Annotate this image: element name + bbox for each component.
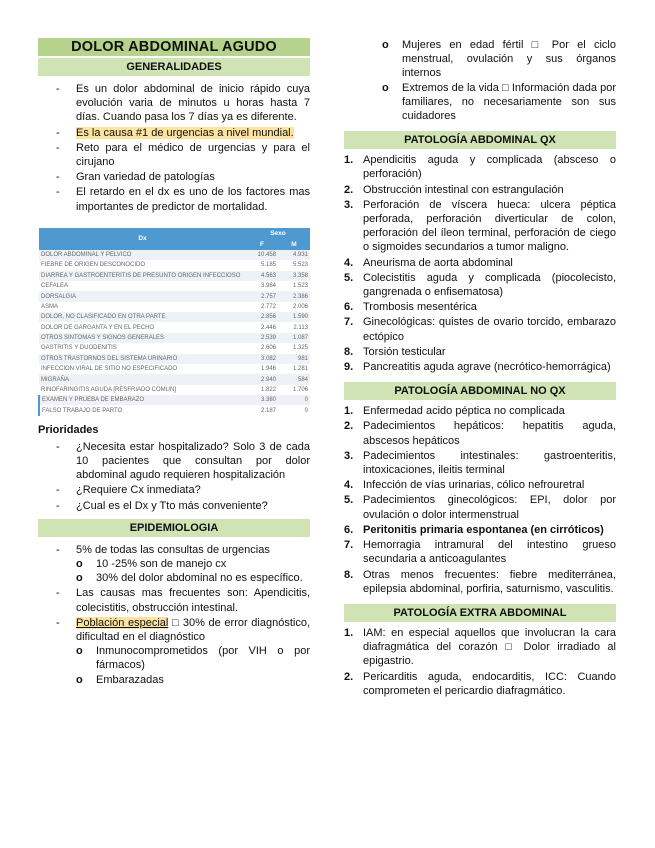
highlighted-text: Población especial <box>76 616 169 629</box>
table-cell-f: 2.757 <box>246 291 278 301</box>
list-item <box>344 478 616 492</box>
table-cell-m: 2.113 <box>293 324 308 331</box>
table-cell-m: 1.523 <box>292 283 308 290</box>
table-cell-f: 2.187 <box>260 407 276 414</box>
table-cell-f: 5.185 <box>260 262 276 269</box>
list-item-text: Trombosis mesentérica <box>363 301 477 314</box>
list-item <box>38 126 310 140</box>
epidemiologia-list <box>38 543 310 687</box>
right-column <box>344 38 616 699</box>
list-number: 4. <box>344 479 354 492</box>
list-item <box>344 153 616 181</box>
table-cell-dx: EXAMEN Y PRUEBA DE EMBARAZO <box>39 395 246 405</box>
table-cell-f: 1.822 <box>260 386 276 393</box>
sub-list-item: o 10 -25% son de manejo cx <box>76 557 310 571</box>
list-number: 2. <box>344 183 354 196</box>
table-cell-dx: OTROS SINTOMAS Y SIGNOS GENERALES <box>39 333 246 343</box>
list-item: - ¿Necesita estar hospitalizado? Solo 3 de cada 10 pacientes que consultan por dolor abdominal agudo requieren hospitalización <box>38 440 310 483</box>
table-cell-f: 2.606 <box>260 345 276 352</box>
list-item <box>344 183 616 197</box>
list-item <box>344 345 616 359</box>
prioridades-list <box>38 440 310 513</box>
list-item-text: Apendicitis aguda y complicada (absceso o perforación) <box>363 154 616 181</box>
table-row <box>39 322 310 332</box>
table-row <box>39 260 310 270</box>
list-item-text: Torsión testicular <box>363 345 446 358</box>
table-row <box>39 312 310 322</box>
list-number: 3. <box>344 198 354 211</box>
list-item <box>344 523 616 537</box>
list-number: 5. <box>344 494 354 507</box>
table-cell-m: 2.006 <box>292 303 308 310</box>
table-cell-dx: MIGRAÑA <box>39 374 246 384</box>
table-cell-dx: OTROS TRASTORNOS DEL SISTEMA URINARIO <box>39 354 246 364</box>
list-number: 6. <box>344 301 354 314</box>
list-item-text: Otras menos frecuentes: fiebre mediterránea, epilepsia abdominal, porfiria, saturnismo, vasculitis. <box>363 568 616 595</box>
section-extra-heading: PATOLOGÍA EXTRA ABDOMINAL <box>344 604 616 622</box>
sub-list-item: o Embarazadas <box>76 673 310 687</box>
table-header-f: F <box>246 239 278 250</box>
list-item: - El retardo en el dx es uno de los factores mas importantes de predictor de mortalidad. <box>38 185 310 213</box>
list-item <box>344 626 616 669</box>
table-body <box>39 250 310 416</box>
list-item-text: Ginecológicas: quistes de ovario torcido, embarazo ectópico <box>363 316 616 343</box>
table-cell-m: 0 <box>304 407 308 414</box>
list-item <box>344 271 616 299</box>
table-cell-f: 2.446 <box>260 324 276 331</box>
list-number: 7. <box>344 316 354 329</box>
list-item-text: Pancreatitis aguda agrave (necrótico-hemorrágica) <box>363 361 611 374</box>
list-item: - Gran variedad de patologías <box>38 170 310 184</box>
list-item-text: Obstrucción intestinal con estrangulación <box>363 183 564 196</box>
list-item-text: Enfermedad acido péptica no complicada <box>363 405 565 418</box>
table-header-sexo: Sexo <box>246 228 310 239</box>
sub-list-item: o Mujeres en edad fértil □ Por el ciclo menstrual, ovulación y sus órganos internos <box>382 38 616 81</box>
table-cell-dx: DOLOR ABDOMINAL Y PELVICO <box>39 250 246 260</box>
list-number: 8. <box>344 568 354 581</box>
prioridades-heading: Prioridades <box>38 423 99 436</box>
table-cell-f: 2.940 <box>246 374 278 384</box>
list-item <box>344 315 616 343</box>
list-item: - ¿Requiere Cx inmediata? <box>38 483 310 497</box>
table-row <box>39 271 310 281</box>
sub-list-item: o Inmunocomprometidos (por VIH o por fármacos) <box>76 644 310 672</box>
list-item-text: Colecistitis aguda y complicada (piocolecisto, gangrenada o enfisematosa) <box>363 271 616 299</box>
table-cell-dx: DORSALGIA <box>39 291 246 301</box>
list-item <box>344 670 616 698</box>
table-cell-dx: GASTRITIS Y DUODENITIS <box>41 345 117 352</box>
table-cell-f: 3.380 <box>246 395 278 405</box>
table-cell-dx: ASMA <box>41 303 59 310</box>
table-cell-dx: RINOFARINGITIS AGUDA [RESFRIADO COMUN] <box>41 386 177 393</box>
epidemiologia-continued-list <box>382 38 616 123</box>
list-number: 2. <box>344 420 354 433</box>
table-cell-f: 10.458 <box>246 250 278 260</box>
list-item <box>344 360 616 374</box>
sub-list <box>76 557 310 585</box>
table-cell-m: 1.706 <box>292 386 308 393</box>
table-row <box>39 281 310 291</box>
list-item <box>344 256 616 270</box>
list-number: 1. <box>344 154 354 167</box>
generalidades-list <box>38 82 310 214</box>
list-number: 4. <box>344 256 354 269</box>
sub-list-item: o 30% del dolor abdominal no es específico. <box>76 571 310 585</box>
table-cell-m: 0 <box>278 395 310 405</box>
list-item <box>344 404 616 418</box>
list-number: 1. <box>344 626 354 639</box>
list-item: - ¿Cual es el Dx y Tto más conveniente? <box>38 499 310 513</box>
list-item <box>344 419 616 447</box>
section-qx-heading: PATOLOGÍA ABDOMINAL QX <box>344 131 616 149</box>
list-item <box>344 198 616 255</box>
table-cell-m: 3.358 <box>278 271 310 281</box>
table-header-m: M <box>278 239 310 250</box>
list-number: 5. <box>344 271 354 284</box>
list-item-text: Padecimientos intestinales: gastroenteritis, intoxicaciones, ileitis terminal <box>363 449 616 477</box>
sub-list <box>76 644 310 687</box>
list-item: - Es un dolor abdominal de inicio rápido cuya evolución varia de minutos u horas hasta 7 días. Cuando pasa los 7 días ya es diferente. <box>38 82 310 125</box>
table-cell-dx: DOLOR, NO CLASIFICADO EN OTRA PARTE <box>39 312 246 322</box>
list-number: 7. <box>344 539 354 552</box>
list-item <box>38 616 310 687</box>
section-epidemiologia-heading: EPIDEMIOLOGIA <box>38 519 310 537</box>
list-item-text: Padecimientos hepáticos: hepatitis aguda, abscesos hepáticos <box>363 420 616 447</box>
table-row <box>39 385 310 395</box>
table-cell-m: 584 <box>278 374 310 384</box>
left-column <box>38 38 310 688</box>
table-cell-m: 1.087 <box>278 333 310 343</box>
list-item <box>344 568 616 596</box>
table-row <box>39 250 310 260</box>
table-header-dx: Dx <box>39 228 246 250</box>
table-row <box>39 333 310 343</box>
table-cell-m: 5.523 <box>292 262 308 269</box>
section-noqx-heading: PATOLOGÍA ABDOMINAL NO QX <box>344 382 616 400</box>
table-cell-dx: DOLOR DE GARGANTA Y EN EL PECHO <box>41 324 155 331</box>
list-item-text: Aneurisma de aorta abdominal <box>363 256 513 269</box>
page-title: DOLOR ABDOMINAL AGUDO <box>38 38 310 56</box>
table-cell-f: 3.984 <box>260 283 276 290</box>
list-item <box>344 493 616 521</box>
table-cell-m: 981 <box>278 354 310 364</box>
list-item <box>344 300 616 314</box>
table-cell-m: 1.590 <box>278 312 310 322</box>
noqx-list <box>344 404 616 596</box>
table-cell-m: 2.386 <box>278 291 310 301</box>
table-row <box>39 302 310 312</box>
highlighted-text: Es la causa #1 de urgencias a nivel mundial. <box>76 126 294 139</box>
list-item: - Las causas mas frecuentes son: Apendicitis, colecistitis, obstrucción intestinal. <box>38 586 310 614</box>
section-generalidades-heading: GENERALIDADES <box>38 58 310 76</box>
table-cell-f: 1.946 <box>260 366 276 373</box>
table-cell-m: 1.325 <box>292 345 308 352</box>
qx-list <box>344 153 616 374</box>
table-cell-dx: CEFALEA <box>41 283 69 290</box>
list-item-text: Perforación de víscera hueca: ulcera péptica perforada, perforación diverticular de colon, perforación del íleon terminal, perforación de ciego o sigmoides secundarios a tumor maligno. <box>363 198 616 254</box>
table-row <box>39 364 310 374</box>
list-number: 6. <box>344 523 354 536</box>
table-cell-f: 2.772 <box>260 303 276 310</box>
table-cell-dx: FIEBRE DE ORIGEN DESCONOCIDO <box>41 262 146 269</box>
dx-table <box>38 228 310 416</box>
list-item <box>344 538 616 566</box>
list-item-text: 5% de todas las consultas de urgencias <box>76 543 270 556</box>
table-cell-dx: FALSO TRABAJO DE PARTO <box>39 405 246 415</box>
table-row <box>39 291 310 301</box>
table-cell-f: 2.856 <box>246 312 278 322</box>
list-item: - Reto para el médico de urgencias y para el cirujano <box>38 141 310 169</box>
list-number: 3. <box>344 449 354 462</box>
table-cell-m: 4.931 <box>278 250 310 260</box>
list-item-text: Peritonitis primaria espontanea (en cirróticos) <box>363 523 604 536</box>
list-item <box>344 449 616 477</box>
table-cell-dx: INFECCION VIRAL DE SITIO NO ESPECIFICADO <box>41 366 178 373</box>
list-item-text: □ 30% de error diagnóstico, dificultad en el diagnóstico <box>76 616 310 644</box>
table-cell-f: 2.539 <box>246 333 278 343</box>
list-number: 8. <box>344 345 354 358</box>
table-cell-m: 1.281 <box>292 366 308 373</box>
sub-list-item: o Extremos de la vida □ Información dada por familiares, no necesariamente son sus cuidadores <box>382 81 616 124</box>
table-row <box>39 354 310 364</box>
list-item <box>38 543 310 586</box>
list-item-text: Pericarditis aguda, endocarditis, ICC: Cuando comprometen el pericardio diafragmático. <box>363 670 616 697</box>
table-row <box>39 343 310 353</box>
list-number: 2. <box>344 670 354 683</box>
list-item-text: Hemorragia intramural del intestino grueso secundaria a anticoagulantes <box>363 539 616 566</box>
list-number: 1. <box>344 405 354 418</box>
list-item-text: Padecimientos ginecológicos: EPI, dolor por ovulación o dolor intermenstrual <box>363 494 616 521</box>
list-item-text: Infección de vías urinarias, cólico nefrouretral <box>363 479 585 492</box>
table-cell-dx: DIARREA Y GASTROENTERITIS DE PRESUNTO ORIGEN INFECCIOSO <box>39 271 246 281</box>
table-row <box>39 374 310 384</box>
list-item-text: IAM: en especial aquellos que involucran la cara diafragmática del corazón □ Dolor irradiado al epigastrio. <box>363 626 616 668</box>
table-cell-f: 4.563 <box>246 271 278 281</box>
table-row <box>39 405 310 415</box>
table-cell-f: 3.082 <box>246 354 278 364</box>
list-number: 9. <box>344 361 354 374</box>
table-row <box>39 395 310 405</box>
extra-list <box>344 626 616 698</box>
